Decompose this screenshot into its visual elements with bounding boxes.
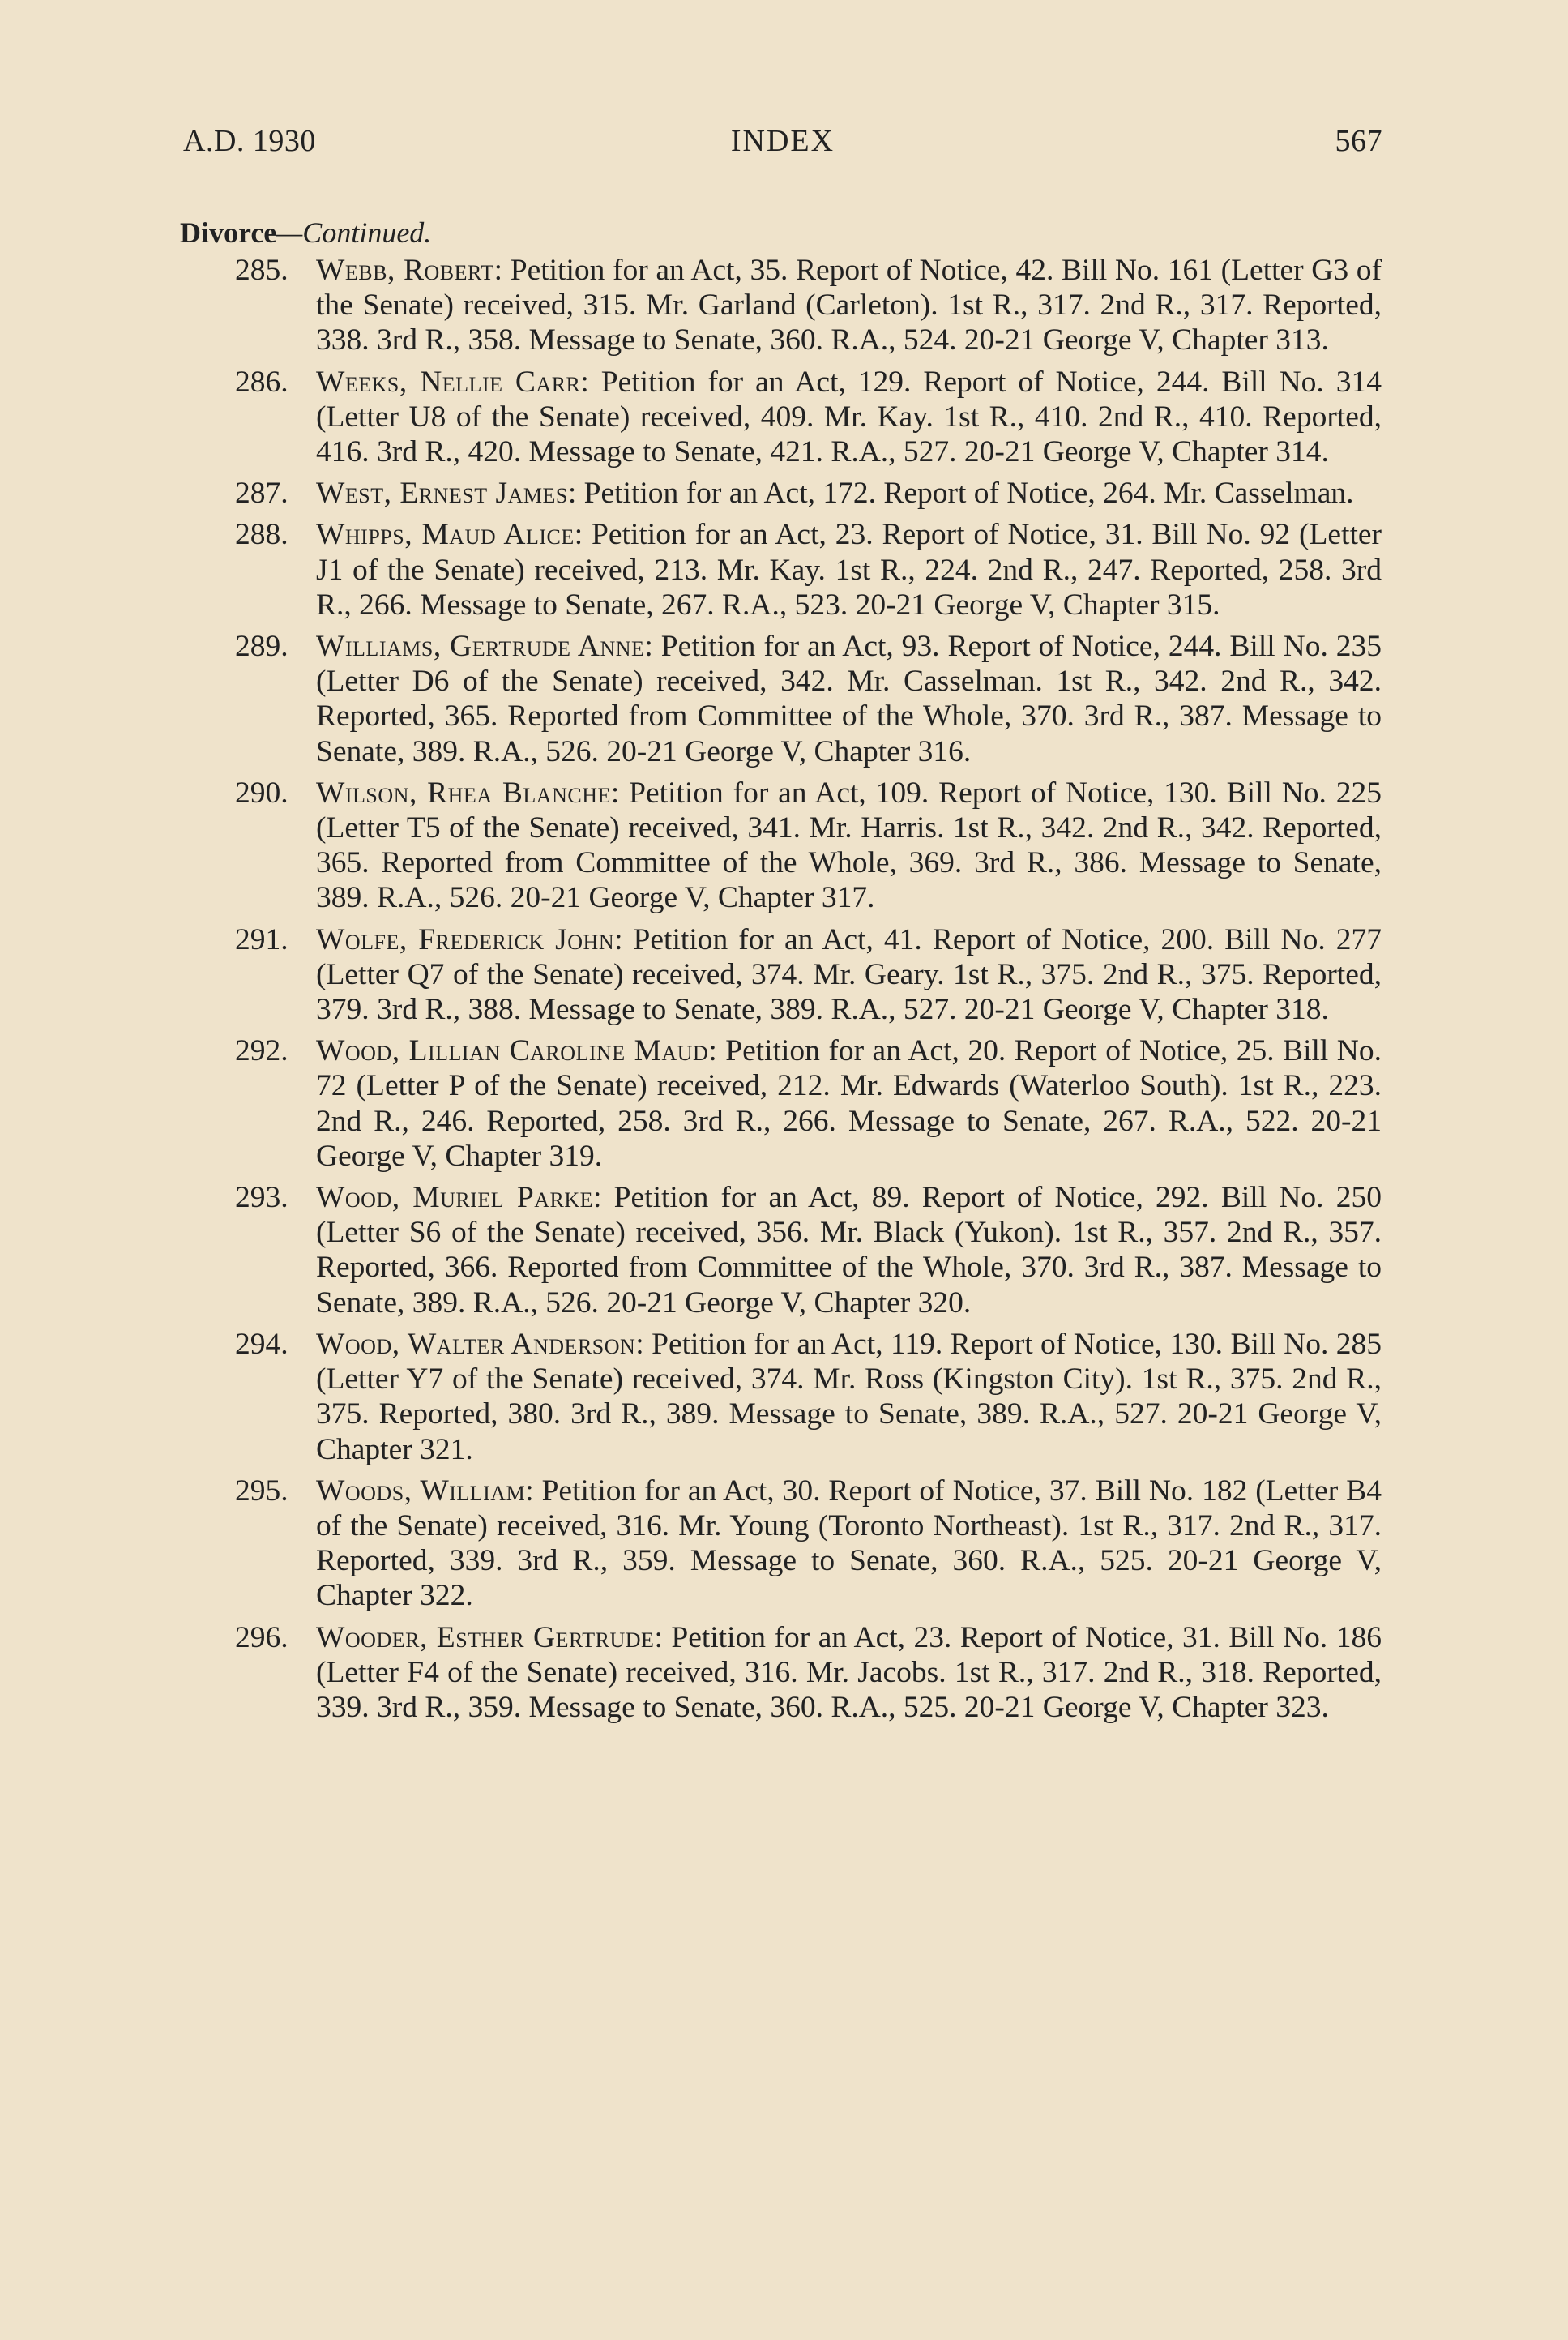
entry-text: : Petition for an Act, 172. Report of Notice, 264. Mr. Casselman. — [567, 477, 1354, 511]
entry-text: : Petition for an Act, 109. Report of Notice, 130. Bill No. 225 (Letter T5 of the Senate) received, 341. Mr. Harris. 1st R., 342. 2nd R., 342. Reported, 365. Reported from Committee of the Whole, 369. 3rd R., 386. Message to Senate, 389. R.A., 526. 20-21 George V, Chapter 317. — [316, 776, 1382, 915]
entry-text: : Petition for an Act, 35. Report of Notice, 42. Bill No. 161 (Letter G3 of the Senate) received, 315. Mr. Garland (Carleton). 1st R., 317. 2nd R., 317. Reported, 338. 3rd R., 358. Message to Senate, 360. R.A., 524. 20-21 George V, Chapter 313. — [316, 254, 1382, 357]
index-entry — [227, 365, 1382, 470]
entry-number: 291. — [235, 922, 288, 956]
index-entry — [227, 1180, 1382, 1320]
index-entry — [227, 1474, 1382, 1614]
entry-text: : Petition for an Act, 89. Report of Notice, 292. Bill No. 250 (Letter S6 of the Senate) received, 356. Mr. Black (Yukon). 1st R., 357. 2nd R., 357. Reported, 366. Reported from Committee of the Whole, 370. 3rd R., 387. Message to Senate, 389. R.A., 526. 20-21 George V, Chapter 320. — [316, 1181, 1382, 1320]
index-entry — [227, 922, 1382, 1028]
entry-number: 293. — [235, 1181, 288, 1215]
entry-name: Whipps, Maud Alice — [316, 518, 575, 552]
header-title: INDEX — [730, 124, 835, 158]
entry-name: Wood, Muriel Parke — [316, 1181, 594, 1215]
entry-text: : Petition for an Act, 30. Report of Notice, 37. Bill No. 182 (Letter B4 of the Senate) received, 316. Mr. Young (Toronto Northeast). 1st R., 317. 2nd R., 317. Reported, 339. 3rd R., 359. Message to Senate, 360. R.A., 525. 20-21 George V, Chapter 322. — [316, 1474, 1382, 1613]
entry-number: 286. — [235, 365, 288, 399]
index-entry — [227, 517, 1382, 622]
entry-name: Woods, William — [316, 1474, 526, 1508]
entry-text: : Petition for an Act, 23. Report of Notice, 31. Bill No. 92 (Letter J1 of the Senate) received, 213. Mr. Kay. 1st R., 224. 2nd R., 247. Reported, 258. 3rd R., 266. Message to Senate, 267. R.A., 523. 20-21 George V, Chapter 315. — [316, 518, 1382, 622]
entry-name: Webb, Robert — [316, 254, 494, 287]
entry-text: : Petition for an Act, 41. Report of Notice, 200. Bill No. 277 (Letter Q7 of the Senate) received, 374. Mr. Geary. 1st R., 375. 2nd R., 375. Reported, 379. 3rd R., 388. Message to Senate, 389. R.A., 527. 20-21 George V, Chapter 318. — [316, 922, 1382, 1027]
entry-number: 295. — [235, 1474, 288, 1508]
header-year: A.D. 1930 — [183, 124, 316, 158]
index-entry — [227, 776, 1382, 916]
entry-text: : Petition for an Act, 119. Report of Notice, 130. Bill No. 285 (Letter Y7 of the Senate) received, 374. Mr. Ross (Kingston City). 1st R., 375. 2nd R., 375. Reported, 380. 3rd R., 389. Message to Senate, 389. R.A., 527. 20-21 George V, Chapter 321. — [316, 1327, 1382, 1466]
section-word: Divorce — [180, 216, 277, 249]
entry-name: Wilson, Rhea Blanche — [316, 776, 611, 810]
index-entry — [227, 1327, 1382, 1467]
index-entry — [227, 1620, 1382, 1726]
entry-name: Wood, Lillian Caroline Maud — [316, 1034, 709, 1068]
entry-number: 289. — [235, 630, 288, 664]
entry-name: Williams, Gertrude Anne — [316, 630, 645, 664]
entry-name: Weeks, Nellie Carr — [316, 365, 581, 399]
page-header — [183, 123, 1382, 165]
entry-name: Wood, Walter Anderson — [316, 1327, 636, 1361]
entry-number: 285. — [235, 254, 288, 287]
entry-text: : Petition for an Act, 23. Report of Notice, 31. Bill No. 186 (Letter F4 of the Senate) received, 316. Mr. Jacobs. 1st R., 317. 2nd R., 318. Reported, 339. 3rd R., 359. Message to Senate, 360. R.A., 525. 20-21 George V, Chapter 323. — [316, 1620, 1382, 1724]
entry-number: 287. — [235, 477, 288, 511]
entry-number: 292. — [235, 1034, 288, 1068]
index-entry — [227, 253, 1382, 358]
entry-name: Wolfe, Frederick John — [316, 922, 615, 956]
index-entry — [227, 476, 1382, 511]
entry-number: 288. — [235, 518, 288, 552]
section-heading — [180, 216, 431, 250]
page-number: 567 — [1335, 124, 1382, 158]
entry-name: West, Ernest James — [316, 477, 568, 511]
section-continued: —Continued. — [276, 216, 432, 249]
index-entry — [227, 629, 1382, 769]
entry-number: 290. — [235, 776, 288, 810]
entry-number: 294. — [235, 1327, 288, 1361]
entry-number: 296. — [235, 1620, 288, 1654]
index-entry — [227, 1033, 1382, 1174]
entry-text: : Petition for an Act, 20. Report of Notice, 25. Bill No. 72 (Letter P of the Senate) received, 212. Mr. Edwards (Waterloo South). 1st R., 223. 2nd R., 246. Reported, 258. 3rd R., 266. Message to Senate, 267. R.A., 522. 20-21 George V, Chapter 319. — [316, 1034, 1382, 1173]
entry-text: : Petition for an Act, 129. Report of Notice, 244. Bill No. 314 (Letter U8 of the Senate) received, 409. Mr. Kay. 1st R., 410. 2nd R., 410. Reported, 416. 3rd R., 420. Message to Senate, 421. R.A., 527. 20-21 George V, Chapter 314. — [316, 365, 1382, 469]
entry-name: Wooder, Esther Gertrude — [316, 1620, 655, 1654]
index-entries — [227, 253, 1382, 1731]
entry-text: : Petition for an Act, 93. Report of Notice, 244. Bill No. 235 (Letter D6 of the Senate) received, 342. Mr. Casselman. 1st R., 342. 2nd R., 342. Reported, 365. Reported from Committee of the Whole, 370. 3rd R., 387. Message to Senate, 389. R.A., 526. 20-21 George V, Chapter 316. — [316, 630, 1382, 768]
